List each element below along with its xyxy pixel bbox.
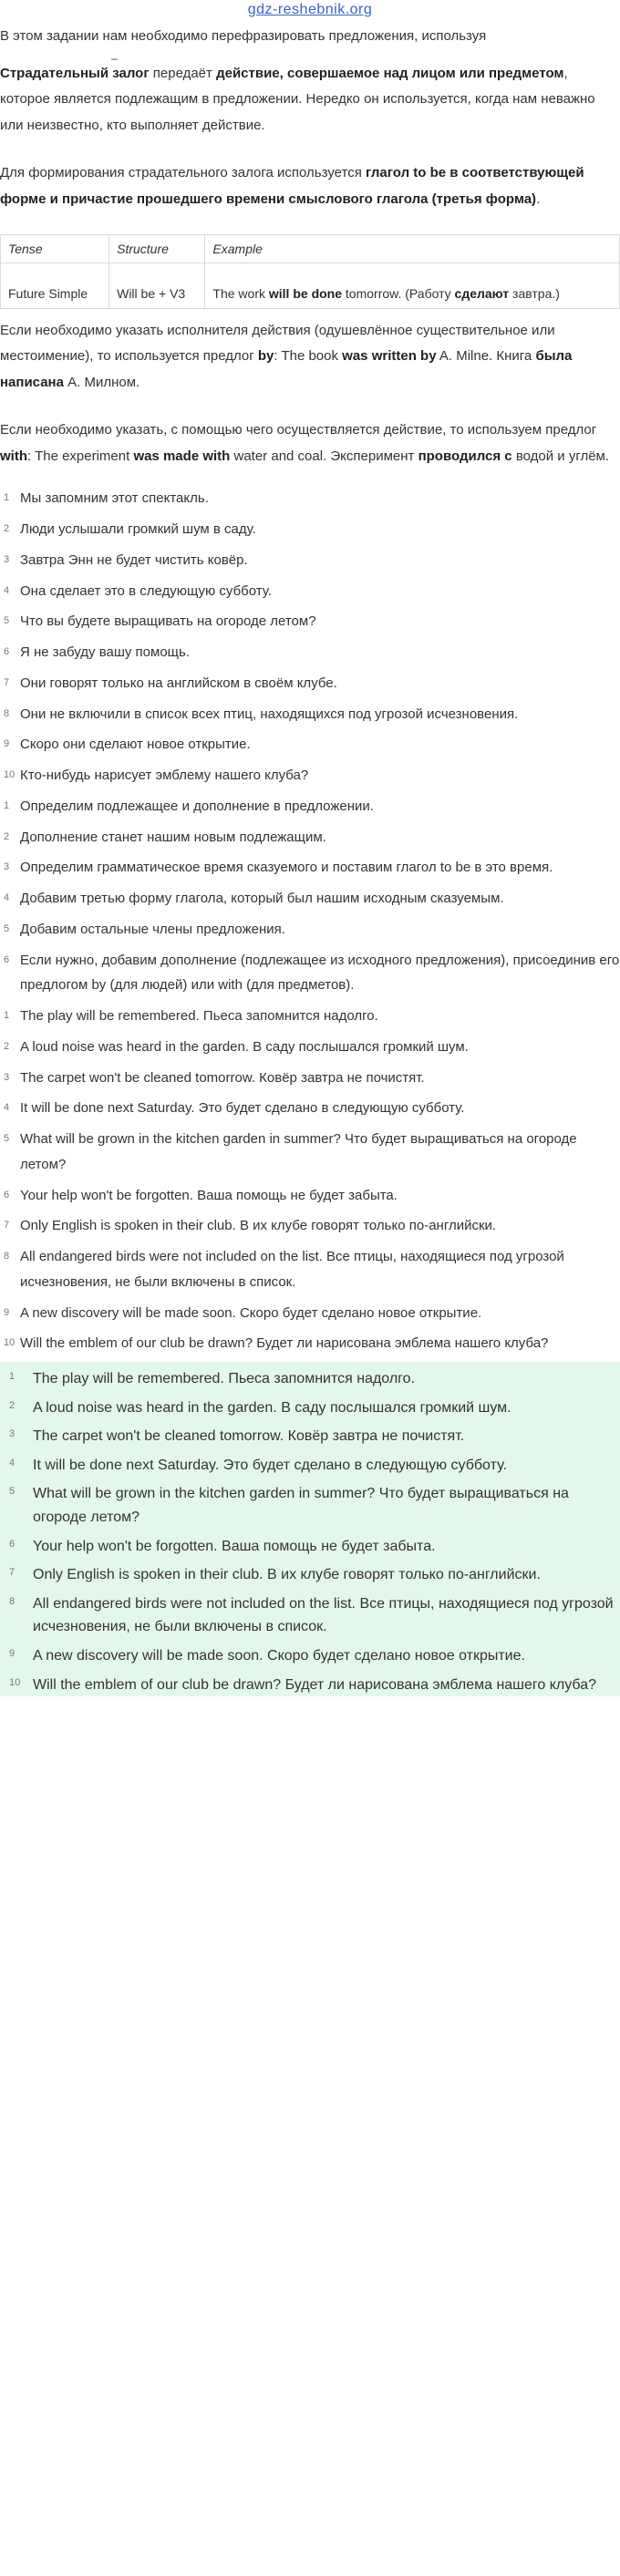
list-number: 10: [4, 769, 16, 781]
list-item-text: A loud noise was heard in the garden. В саду послышался громкий шум.: [20, 1038, 469, 1055]
list-number: 1: [4, 799, 10, 811]
list-item-text: All endangered birds were not included on the list. Все птицы, находящиеся под угрозой исчезновения, не были включены в список.: [20, 1249, 564, 1290]
list-number: 5: [4, 615, 10, 627]
list-number: 2: [4, 830, 10, 842]
list-item-text: It will be done next Saturday. Это будет сделано в следующую субботу.: [33, 1457, 507, 1473]
intro-text: передаёт: [152, 65, 212, 81]
list-number: 5: [4, 922, 10, 934]
intro-paragraph-2: [0, 160, 620, 212]
task-item: [0, 579, 620, 604]
list-number: 3: [9, 1428, 16, 1440]
task-item: [0, 702, 620, 727]
list-number: 8: [9, 1595, 16, 1607]
list-number: 2: [4, 523, 10, 535]
answer-item: [0, 1035, 620, 1060]
list-item-text: Your help won't be forgotten. Ваша помощь не будет забыта.: [33, 1538, 436, 1554]
site-logo[interactable]: gdz-reshebnik.org: [247, 2, 373, 17]
list-item-text: Если нужно, добавим дополнение (подлежащее из исходного предложения), присоединив его предлогом by (для людей) или with (для предметов).: [20, 952, 620, 994]
instrument-bold: проводился с: [418, 448, 512, 464]
grammar-table: [0, 234, 620, 309]
answer-highlight-item: [5, 1535, 620, 1559]
list-number: 4: [9, 1457, 16, 1468]
table-cell-tense: Future Simple: [1, 263, 109, 308]
agent-paragraph: [0, 318, 620, 397]
instrument-text: : The experiment: [27, 448, 130, 464]
list-item-text: Скоро они сделают новое открытие.: [20, 737, 251, 753]
list-number: 4: [4, 584, 10, 596]
agent-text: : The book: [274, 348, 338, 365]
list-number: 1: [9, 1371, 16, 1383]
answer-item: [0, 1301, 620, 1326]
step-item: [0, 855, 620, 881]
list-item-text: A new discovery will be made soon. Скоро будет сделано новое открытие.: [33, 1647, 525, 1664]
list-number: 6: [4, 1189, 10, 1200]
list-number: 2: [4, 1040, 10, 1052]
list-item-text: It will be done next Saturday. Это будет сделано в следующую субботу.: [20, 1100, 465, 1117]
list-item-text: Will the emblem of our club be drawn? Будет ли нарисована эмблема нашего клуба?: [20, 1335, 549, 1352]
list-item-text: Добавим третью форму глагола, который был нашим исходным сказуемым.: [20, 891, 504, 907]
task-item: [0, 732, 620, 757]
task-item: [0, 548, 620, 573]
answer-highlight-item: [5, 1592, 620, 1639]
instrument-text: water and coal. Эксперимент: [233, 448, 415, 464]
answer-highlight-item: [5, 1396, 620, 1420]
list-item-text: Они говорят только на английском в своём клубе.: [20, 675, 337, 691]
agent-bold: была написана: [0, 348, 573, 390]
intro-text: В этом задании нам необходимо перефразировать предложения, используя: [0, 28, 487, 44]
steps-list: [0, 794, 620, 998]
list-item-text: Only English is spoken in their club. В их клубе говорят только по-английски.: [20, 1218, 497, 1234]
step-item: [0, 917, 620, 943]
list-item-text: Она сделает это в следующую субботу.: [20, 582, 272, 599]
list-number: 2: [9, 1399, 16, 1411]
step-item: [0, 825, 620, 850]
list-item-text: What will be grown in the kitchen garden in summer? Что будет выращиваться на огороде летом?: [20, 1131, 577, 1172]
list-number: 5: [4, 1133, 10, 1145]
table-cell-structure: Will be + V3: [109, 263, 205, 308]
list-item-text: The carpet won't be cleaned tomorrow. Ковёр завтра не почистят.: [20, 1069, 425, 1086]
table-header-cell: Structure: [109, 235, 205, 263]
table-header-cell: Example: [205, 235, 620, 263]
list-number: 3: [4, 1071, 10, 1083]
list-number: 10: [4, 1337, 16, 1349]
list-item-text: Мы запомним этот спектакль.: [20, 490, 209, 507]
list-item-text: Your help won't be forgotten. Ваша помощь не будет забыта.: [20, 1187, 398, 1203]
example-bold: сделают: [454, 286, 510, 302]
task-item: [0, 517, 620, 542]
answer-item: [0, 1244, 620, 1295]
answer-highlight-item: [5, 1563, 620, 1587]
table-header-row: [1, 235, 620, 263]
list-item-text: What will be grown in the kitchen garden in summer? Что будет выращиваться на огороде летом?: [33, 1486, 569, 1525]
list-item-text: A loud noise was heard in the garden. В саду послышался громкий шум.: [33, 1399, 512, 1416]
answers-highlighted-box: [0, 1362, 620, 1696]
intro-text: , которое является подлежащим в предложении. Нередко он используется, когда нам неважно или неизвестно, кто выполняет действие.: [0, 65, 595, 133]
answers-plain-list: [0, 1004, 620, 1356]
instrument-text: водой и углём.: [515, 448, 610, 464]
list-item-text: All endangered birds were not included on the list. Все птицы, находящиеся под угрозой исчезновения, не были включены в список.: [33, 1595, 614, 1635]
list-number: 7: [4, 676, 10, 688]
answer-item: [0, 1331, 620, 1356]
list-number: 3: [4, 861, 10, 873]
list-item-text: Они не включили в список всех птиц, находящихся под угрозой исчезновения.: [20, 706, 519, 722]
agent-text: Если необходимо указать исполнителя действия (одушевлённое существительное или местоимение), то используется предлог: [0, 322, 555, 365]
task-item: [0, 671, 620, 696]
tasks-list: [0, 486, 620, 788]
intro-paragraph-1b: [0, 61, 620, 139]
instrument-bold: with: [0, 448, 27, 464]
list-item-text: Завтра Энн не будет чистить ковёр.: [20, 551, 248, 568]
list-item-text: Кто-нибудь нарисует эмблему нашего клуба?: [20, 768, 309, 784]
answer-highlight-item: [5, 1367, 620, 1391]
list-number: 7: [9, 1567, 16, 1579]
list-number: 7: [4, 1220, 10, 1231]
task-item: [0, 609, 620, 634]
list-item-text: Что вы будете выращивать на огороде летом?: [20, 613, 316, 630]
step-item: [0, 948, 620, 999]
list-item-text: A new discovery will be made soon. Скоро будет сделано новое открытие.: [20, 1304, 482, 1321]
list-number: 9: [4, 1306, 10, 1318]
answer-item: [0, 1127, 620, 1178]
agent-text: А. Милном.: [67, 374, 140, 390]
answers-box-list: [5, 1367, 620, 1696]
instrument-bold: was made with: [133, 448, 231, 464]
answer-item: [0, 1066, 620, 1091]
list-item-text: Will the emblem of our club be drawn? Будет ли нарисована эмблема нашего клуба?: [33, 1676, 597, 1693]
list-number: 1: [4, 1010, 10, 1022]
table-row: [1, 263, 620, 308]
answer-highlight-item: [5, 1674, 620, 1697]
answer-highlight-item: [5, 1454, 620, 1478]
example-text: завтра.): [512, 286, 560, 302]
underscore-gap: –: [111, 51, 118, 65]
intro-paragraph-1: [0, 24, 620, 50]
list-item-text: The carpet won't be cleaned tomorrow. Ковёр завтра не почистят.: [33, 1428, 465, 1445]
table-cell-example: [205, 263, 620, 308]
answer-item: [0, 1213, 620, 1239]
task-item: [0, 763, 620, 788]
list-number: 9: [4, 738, 10, 750]
list-number: 5: [9, 1486, 16, 1498]
list-item-text: Люди услышали громкий шум в саду.: [20, 521, 256, 538]
list-number: 4: [4, 1102, 10, 1114]
task-item: [0, 486, 620, 511]
list-item-text: Дополнение станет нашим новым подлежащим.: [20, 829, 326, 845]
agent-bold: was written by: [342, 348, 437, 365]
list-number: 10: [9, 1676, 21, 1688]
list-item-text: Определим грамматическое время сказуемого и поставим глагол to be в это время.: [20, 860, 553, 876]
list-number: 6: [4, 953, 10, 965]
step-item: [0, 886, 620, 912]
answer-highlight-item: [5, 1644, 620, 1668]
list-item-text: The play will be remembered. Пьеса запомнится надолго.: [33, 1371, 415, 1387]
list-number: 8: [4, 1251, 10, 1262]
answer-highlight-item: [5, 1482, 620, 1529]
table-header-cell: Tense: [1, 235, 109, 263]
intro-text: Для формирования страдательного залога используется: [0, 165, 362, 180]
step-item: [0, 794, 620, 819]
list-item-text: Я не забуду вашу помощь.: [20, 644, 190, 661]
list-number: 3: [4, 553, 10, 565]
list-number: 4: [4, 892, 10, 904]
example-text: tomorrow. (Работу: [345, 286, 451, 302]
list-number: 6: [4, 646, 10, 658]
intro-bold: глагол to be в соответствующей форме и причастие прошедшего времени смыслового глагола (третья форма): [0, 165, 584, 207]
agent-text: A. Milne. Книга: [439, 348, 532, 365]
answer-item: [0, 1096, 620, 1121]
task-item: [0, 640, 620, 665]
list-number: 9: [9, 1647, 16, 1659]
list-item-text: Определим подлежащее и дополнение в предложении.: [20, 798, 374, 814]
answer-highlight-item: [5, 1425, 620, 1448]
passive-voice-term: Страдательный залог: [0, 65, 150, 81]
list-number: 1: [4, 492, 10, 504]
list-item-text: The play will be remembered. Пьеса запомнится надолго.: [20, 1008, 378, 1025]
list-item-text: Добавим остальные члены предложения.: [20, 921, 285, 937]
example-text: The work: [212, 286, 265, 302]
intro-bold: действие, совершаемое над лицом или предметом: [216, 65, 564, 81]
list-number: 6: [9, 1538, 16, 1550]
intro-text: .: [536, 191, 541, 207]
agent-bold: by: [257, 348, 274, 365]
answer-item: [0, 1004, 620, 1029]
list-number: 8: [4, 707, 10, 719]
instrument-text: Если необходимо указать, с помощью чего осуществляется действие, то используем предлог: [0, 422, 597, 438]
answer-item: [0, 1183, 620, 1209]
list-item-text: Only English is spoken in their club. В их клубе говорят только по-английски.: [33, 1567, 541, 1583]
example-bold: will be done: [268, 286, 343, 302]
instrument-paragraph: [0, 417, 620, 469]
